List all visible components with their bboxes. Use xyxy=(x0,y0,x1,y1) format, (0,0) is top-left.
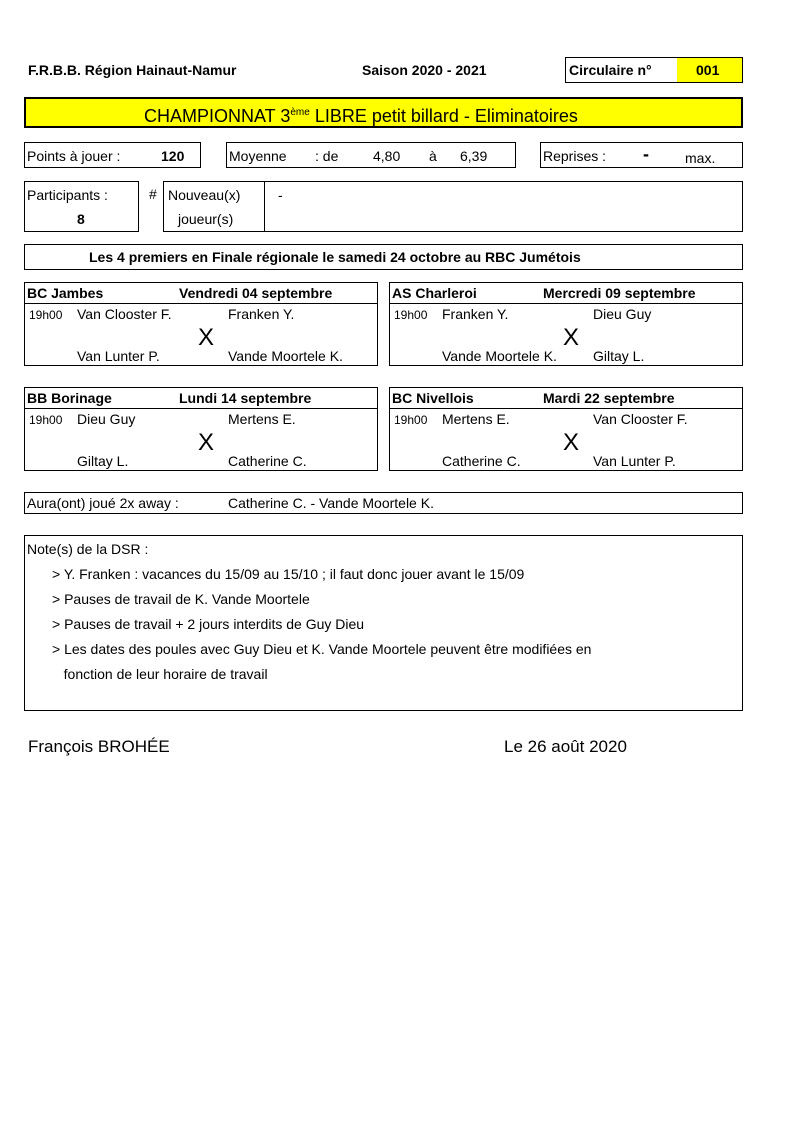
match-date: Mercredi 09 septembre xyxy=(543,285,696,301)
participants-label: Participants : xyxy=(27,187,108,203)
moyenne-de: : de xyxy=(315,148,339,164)
moyenne-min: 4,80 xyxy=(373,148,401,164)
match-time: 19h00 xyxy=(394,308,428,322)
match-date: Lundi 14 septembre xyxy=(179,390,312,406)
season: Saison 2020 - 2021 xyxy=(362,62,487,78)
finale-note-box xyxy=(24,244,743,270)
document-date: Le 26 août 2020 xyxy=(504,737,627,756)
page-title xyxy=(144,103,578,126)
new-players-label-2: joueur(s) xyxy=(178,211,234,227)
notes-title: Note(s) de la DSR : xyxy=(27,541,149,557)
title-sup: ème xyxy=(290,107,310,118)
match-club: BC Jambes xyxy=(27,285,104,301)
match-club: AS Charleroi xyxy=(392,285,477,301)
moyenne-a: à xyxy=(429,148,437,164)
org-name: F.R.B.B. Région Hainaut-Namur xyxy=(28,62,237,78)
moyenne-box xyxy=(226,142,516,168)
versus-mark: X xyxy=(198,324,215,351)
moyenne-max: 6,39 xyxy=(460,148,488,164)
match-time: 19h00 xyxy=(394,413,428,427)
match-right-player-2: Giltay L. xyxy=(593,348,645,364)
match-club: BC Nivellois xyxy=(392,390,474,406)
reprises-label: Reprises : xyxy=(543,148,607,164)
match-club: BB Borinage xyxy=(27,390,112,406)
match-block-jambes xyxy=(24,282,378,366)
match-left-player-1: Mertens E. xyxy=(442,411,510,427)
match-right-player-2: Van Lunter P. xyxy=(593,453,676,469)
finale-note: Les 4 premiers en Finale régionale le samedi 24 octobre au RBC Jumétois xyxy=(89,249,581,265)
note-item: > Les dates des poules avec Guy Dieu et K. Vande Moortele peuvent être modifiées en xyxy=(52,641,592,657)
match-left-player-1: Dieu Guy xyxy=(77,411,136,427)
away-label: Aura(ont) joué 2x away : xyxy=(27,495,179,511)
reprises-value: - xyxy=(643,144,649,164)
circular-box xyxy=(565,57,743,83)
match-block-borinage xyxy=(24,387,378,471)
note-item: > Pauses de travail de K. Vande Moortele xyxy=(52,591,310,607)
note-item: > Pauses de travail + 2 jours interdits de Guy Dieu xyxy=(52,616,365,632)
match-left-player-2: Giltay L. xyxy=(77,453,129,469)
match-time: 19h00 xyxy=(29,413,63,427)
away-value: Catherine C. - Vande Moortele K. xyxy=(228,495,434,511)
points-label: Points à jouer : xyxy=(27,148,121,164)
points-box xyxy=(24,142,201,168)
versus-mark: X xyxy=(563,429,580,456)
title-banner xyxy=(24,97,743,128)
circular-label: Circulaire n° xyxy=(569,62,652,78)
match-right-player-1: Franken Y. xyxy=(228,306,295,322)
new-players-label-1: Nouveau(x) xyxy=(168,187,241,203)
new-players-box xyxy=(163,181,743,232)
match-right-player-1: Dieu Guy xyxy=(593,306,652,322)
match-right-player-1: Van Clooster F. xyxy=(593,411,688,427)
match-left-player-1: Franken Y. xyxy=(442,306,509,322)
match-right-player-2: Catherine C. xyxy=(228,453,307,469)
match-date: Mardi 22 septembre xyxy=(543,390,675,406)
title-post: LIBRE petit billard - Eliminatoires xyxy=(309,106,578,126)
author: François BROHÉE xyxy=(28,737,170,756)
match-block-charleroi xyxy=(389,282,743,366)
participants-box xyxy=(24,181,139,232)
match-left-player-2: Vande Moortele K. xyxy=(442,348,557,364)
match-right-player-2: Vande Moortele K. xyxy=(228,348,343,364)
match-time: 19h00 xyxy=(29,308,63,322)
circular-number-cell xyxy=(677,58,742,82)
new-players-value: - xyxy=(278,187,283,203)
match-right-player-1: Mertens E. xyxy=(228,411,296,427)
title-pre: CHAMPIONNAT 3 xyxy=(144,106,291,126)
match-date: Vendredi 04 septembre xyxy=(179,285,333,301)
match-left-player-1: Van Clooster F. xyxy=(77,306,172,322)
moyenne-label: Moyenne xyxy=(229,148,287,164)
match-left-player-2: Van Lunter P. xyxy=(77,348,160,364)
versus-mark: X xyxy=(563,324,580,351)
points-value: 120 xyxy=(161,148,185,164)
reprises-max: max. xyxy=(685,150,716,166)
versus-mark: X xyxy=(198,429,215,456)
notes-box xyxy=(24,535,743,711)
away-box xyxy=(24,492,743,514)
hash-symbol: # xyxy=(149,186,157,202)
circular-number: 001 xyxy=(696,62,720,78)
match-left-player-2: Catherine C. xyxy=(442,453,521,469)
reprises-box xyxy=(540,142,743,168)
participants-count: 8 xyxy=(77,211,85,227)
match-block-nivellois xyxy=(389,387,743,471)
note-item: fonction de leur horaire de travail xyxy=(52,666,268,682)
note-item: > Y. Franken : vacances du 15/09 au 15/10 ; il faut donc jouer avant le 15/09 xyxy=(52,566,525,582)
